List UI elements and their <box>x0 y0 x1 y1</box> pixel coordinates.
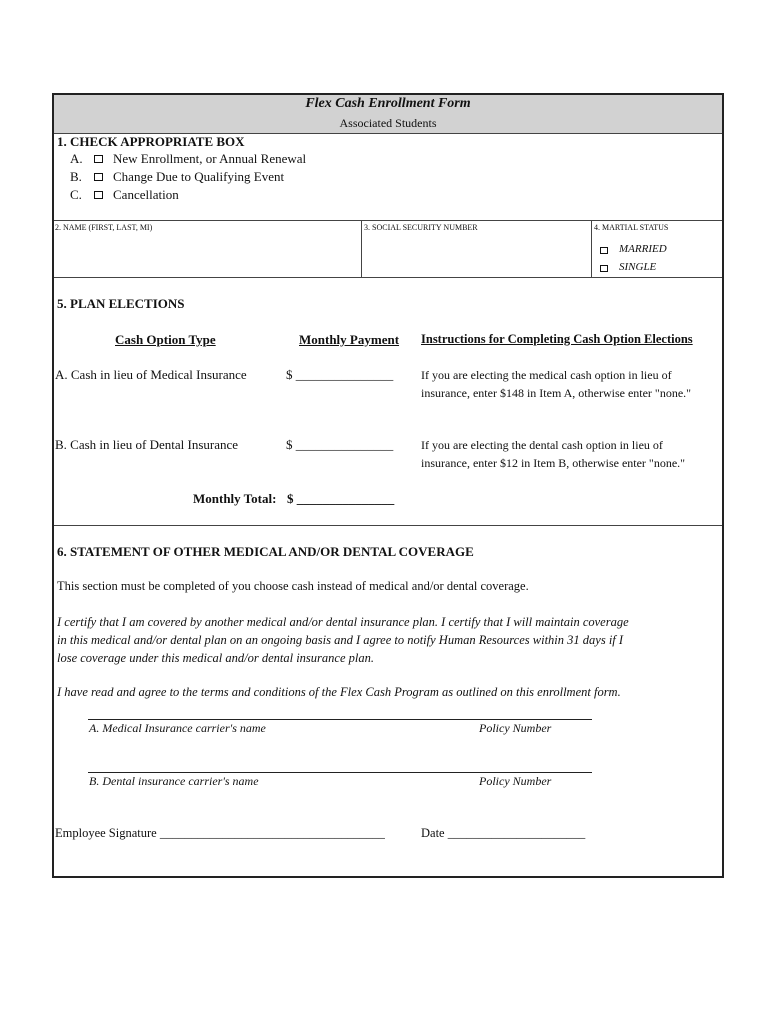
certification-line: I certify that I am covered by another medical and/or dental insurance plan. I certify that I will maintain coverage <box>57 615 629 629</box>
checkbox-married[interactable] <box>600 247 608 254</box>
enrollment-form <box>52 93 724 878</box>
marital-status-label: 4. MARTIAL STATUS <box>594 223 669 232</box>
option-letter: B. <box>70 169 82 184</box>
certification-line: in this medical and/or dental plan on an ongoing basis and I agree to notify Human Resources within 31 days if I <box>57 633 624 647</box>
col-header-type: Cash Option Type <box>115 332 216 347</box>
medical-payment-field[interactable]: $ _______________ <box>286 367 394 382</box>
medical-carrier-line[interactable] <box>88 719 592 720</box>
dental-payment-field[interactable]: $ _______________ <box>286 437 394 452</box>
single-label: SINGLE <box>619 261 657 273</box>
option-letter: C. <box>70 187 82 202</box>
divider <box>361 220 362 277</box>
section-6-intro: This section must be completed of you choose cash instead of medical and/or dental coverage. <box>57 579 529 593</box>
dental-instruction-line: If you are electing the dental cash option in lieu of <box>421 438 663 452</box>
form-subtitle: Associated Students <box>339 116 437 130</box>
form-title: Flex Cash Enrollment Form <box>305 96 471 111</box>
divider <box>54 220 722 221</box>
option-married[interactable] <box>600 243 710 258</box>
dental-policy-label: Policy Number <box>479 774 552 788</box>
col-header-instructions: Instructions for Completing Cash Option Elections <box>421 332 693 346</box>
form-header <box>54 95 722 134</box>
checkbox-cancellation[interactable] <box>94 191 103 199</box>
medical-carrier-label: A. Medical Insurance carrier's name <box>89 721 266 735</box>
option-change-event[interactable] <box>70 169 370 185</box>
section-6-title: 6. STATEMENT OF OTHER MEDICAL AND/OR DENTAL COVERAGE <box>57 544 474 559</box>
medical-instruction-line: insurance, enter $148 in Item A, otherwise enter "none." <box>421 386 692 400</box>
divider <box>591 220 592 277</box>
married-label: MARRIED <box>619 243 667 255</box>
ssn-field[interactable] <box>364 235 588 275</box>
agreement-statement: I have read and agree to the terms and conditions of the Flex Cash Program as outlined on this enrollment form. <box>57 685 621 699</box>
monthly-total-field[interactable]: $ _______________ <box>287 491 395 506</box>
date-field[interactable]: Date ______________________ <box>421 826 586 840</box>
section-5-title: 5. PLAN ELECTIONS <box>57 296 185 311</box>
name-label: 2. NAME (FIRST, LAST, MI) <box>55 223 153 232</box>
monthly-total-label: Monthly Total: <box>193 491 277 506</box>
option-label: New Enrollment, or Annual Renewal <box>113 151 307 166</box>
option-cancellation[interactable] <box>70 187 370 203</box>
dental-instruction-line: insurance, enter $12 in Item B, otherwise enter "none." <box>421 456 686 470</box>
medical-option-label: A. Cash in lieu of Medical Insurance <box>55 367 247 382</box>
dental-carrier-line[interactable] <box>88 772 592 773</box>
medical-instruction-line: If you are electing the medical cash option in lieu of <box>421 368 672 382</box>
dental-carrier-label: B. Dental insurance carrier's name <box>89 774 259 788</box>
ssn-label: 3. SOCIAL SECURITY NUMBER <box>364 223 478 232</box>
employee-signature-field[interactable]: Employee Signature ____________________________________ <box>55 826 385 840</box>
option-letter: A. <box>70 151 83 166</box>
name-field[interactable] <box>56 235 358 275</box>
option-label: Change Due to Qualifying Event <box>113 169 285 184</box>
option-label: Cancellation <box>113 187 179 202</box>
checkbox-new-enrollment[interactable] <box>94 155 103 163</box>
certification-line: lose coverage under this medical and/or dental insurance plan. <box>57 651 374 665</box>
divider <box>54 525 722 526</box>
checkbox-single[interactable] <box>600 265 608 272</box>
medical-policy-label: Policy Number <box>479 721 552 735</box>
checkbox-change-event[interactable] <box>94 173 103 181</box>
dental-option-label: B. Cash in lieu of Dental Insurance <box>55 437 239 452</box>
section-1-title: 1. CHECK APPROPRIATE BOX <box>57 134 245 149</box>
col-header-payment: Monthly Payment <box>299 332 400 347</box>
option-new-enrollment[interactable] <box>70 151 370 167</box>
option-single[interactable] <box>600 261 710 276</box>
divider <box>54 277 722 278</box>
